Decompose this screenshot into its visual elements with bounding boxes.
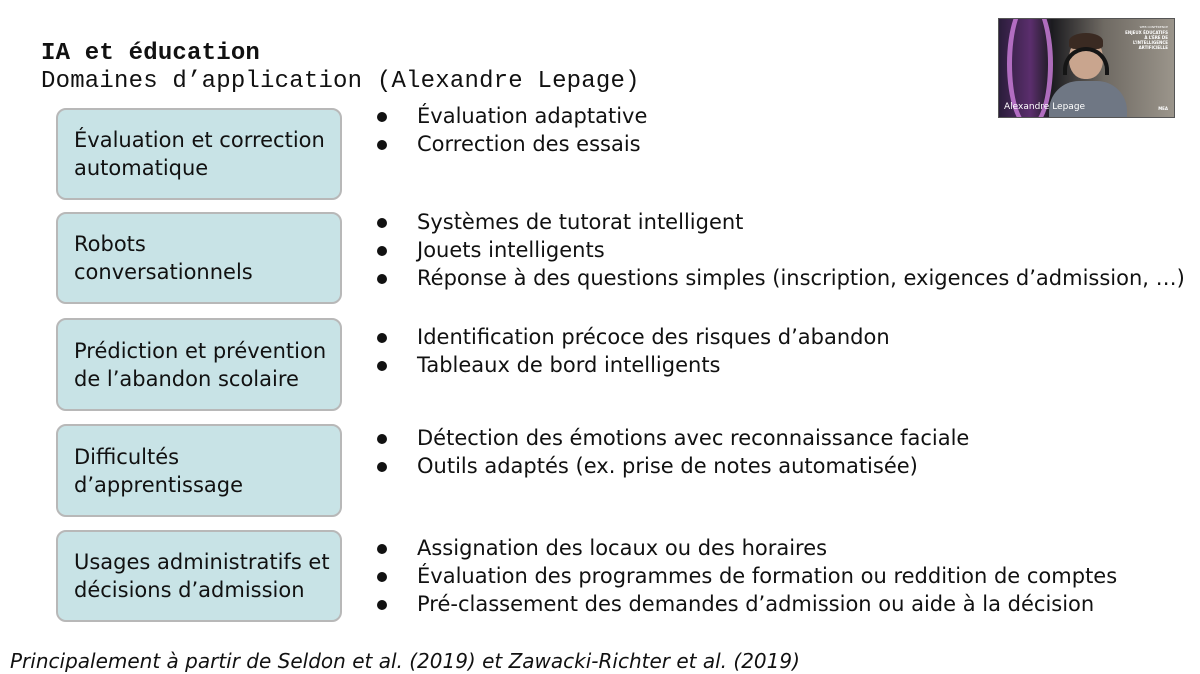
source-citation: Principalement à partir de Seldon et al. (2019) et Zawacki-Richter et al. (2019) <box>10 649 800 673</box>
webcam-video-tile[interactable] <box>998 18 1175 118</box>
bullet-list-evaluation <box>375 102 647 158</box>
bullet-dot-icon <box>377 112 387 122</box>
bullet-dot-icon <box>377 361 387 371</box>
bullet-item: Pré-classement des demandes d’admission ou aide à la décision <box>375 590 1117 618</box>
bullet-dot-icon <box>377 572 387 582</box>
poster-title: ENJEUX ÉDUCATIFS À L’ÈRE DE L’INTELLIGENCE ARTIFICIELLE <box>1125 30 1168 50</box>
bullet-list-learning-difficulties <box>375 424 969 480</box>
bullet-item: Jouets intelligents <box>375 236 1185 264</box>
bullet-dot-icon <box>377 333 387 343</box>
category-box-administrative <box>56 530 342 622</box>
bullet-dot-icon <box>377 462 387 472</box>
bullet-dot-icon <box>377 600 387 610</box>
bullet-list-administrative <box>375 534 1117 618</box>
slide-title-block <box>41 40 640 96</box>
bullet-dot-icon <box>377 140 387 150</box>
poster-top-label: WEB CONFÉRENCE <box>1139 25 1168 29</box>
bullet-dot-icon <box>377 544 387 554</box>
bullet-list-chatbots <box>375 208 1185 292</box>
bullet-item: Évaluation des programmes de formation ou reddition de comptes <box>375 562 1117 590</box>
bullet-dot-icon <box>377 246 387 256</box>
category-box-dropout <box>56 318 342 411</box>
category-box-evaluation <box>56 108 342 200</box>
category-box-learning-difficulties <box>56 424 342 517</box>
slide-title: IA et éducation <box>41 40 261 67</box>
category-label: Évaluation et correction automatique <box>74 128 325 180</box>
conference-poster <box>1122 25 1168 50</box>
bullet-item: Systèmes de tutorat intelligent <box>375 208 1185 236</box>
bullet-item: Identification précoce des risques d’abandon <box>375 323 890 351</box>
category-label: Usages administratifs et décisions d’admission <box>74 550 330 602</box>
category-label: Difficultés d’apprentissage <box>74 444 244 497</box>
bullet-item: Réponse à des questions simples (inscription, exigences d’admission, …) <box>375 264 1185 292</box>
bullet-item: Tableaux de bord intelligents <box>375 351 890 379</box>
bullet-item: Correction des essais <box>375 130 647 158</box>
bullet-item: Évaluation adaptative <box>375 102 647 130</box>
bullet-dot-icon <box>377 218 387 228</box>
bullet-item: Détection des émotions avec reconnaissance faciale <box>375 424 969 452</box>
bullet-dot-icon <box>377 434 387 444</box>
bullet-item: Assignation des locaux ou des horaires <box>375 534 1117 562</box>
category-box-chatbots <box>56 212 342 304</box>
poster-logo: MEA <box>1158 106 1168 111</box>
slide-subtitle: Domaines d’application (Alexandre Lepage) <box>41 68 640 95</box>
bullet-list-dropout <box>375 323 890 379</box>
category-label: Robots conversationnels <box>74 232 253 284</box>
bullet-item: Outils adaptés (ex. prise de notes automatisée) <box>375 452 969 480</box>
bullet-dot-icon <box>377 274 387 284</box>
category-label: Prédiction et prévention de l’abandon scolaire <box>74 338 327 391</box>
participant-name-tag: Alexandre Lepage <box>1004 102 1086 112</box>
